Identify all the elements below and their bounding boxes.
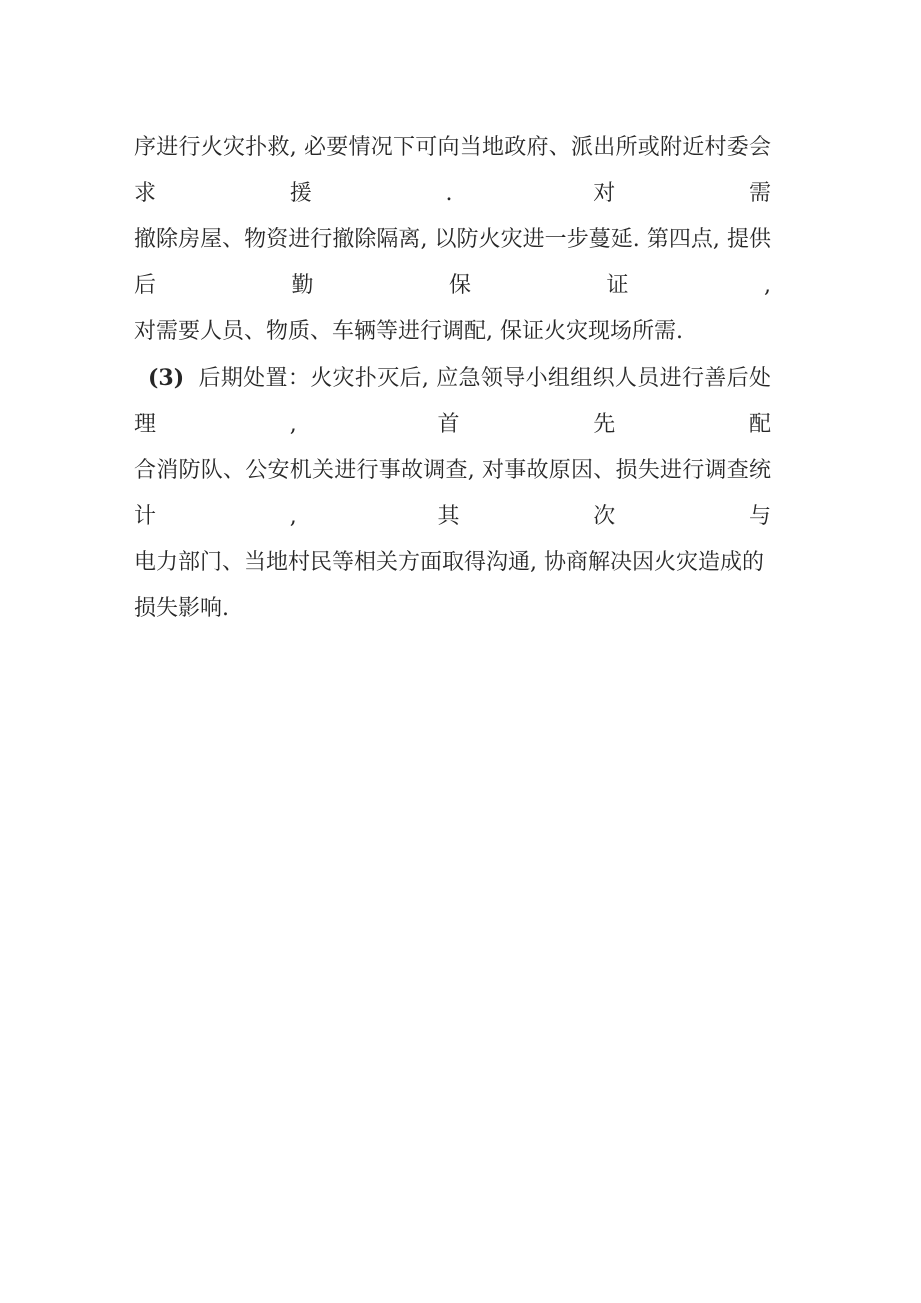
paragraph-1-line-3: 对需要人员、物质、车辆等进行调配, 保证火灾现场所需.	[134, 319, 683, 344]
list-number-label: (3)	[148, 365, 185, 391]
paragraph-2-line-3: 电力部门、当地村民等相关方面取得沟通, 协商解决因火灾造成的损失影响.	[134, 550, 764, 621]
paragraph-2-heading: 后期处置：	[198, 366, 311, 391]
document-text-block	[134, 125, 771, 632]
paragraph-1-line-1: 序进行火灾扑救, 必要情况下可向当地政府、派出所或附近村委会求援. 对需	[134, 135, 771, 206]
paragraph-2-line-1-text: 火灾扑灭后, 应急领导小组组织人员进行善后处理, 首先配	[134, 366, 771, 437]
paragraph-2-line-2: 合消防队、公安机关进行事故调查, 对事故原因、损失进行调查统计, 其次与	[134, 458, 771, 529]
paragraph-1-line-2: 撤除房屋、物资进行撤除隔离, 以防火灾进一步蔓延. 第四点, 提供后勤保证,	[134, 227, 771, 298]
paragraph-2-line-1	[134, 355, 771, 448]
